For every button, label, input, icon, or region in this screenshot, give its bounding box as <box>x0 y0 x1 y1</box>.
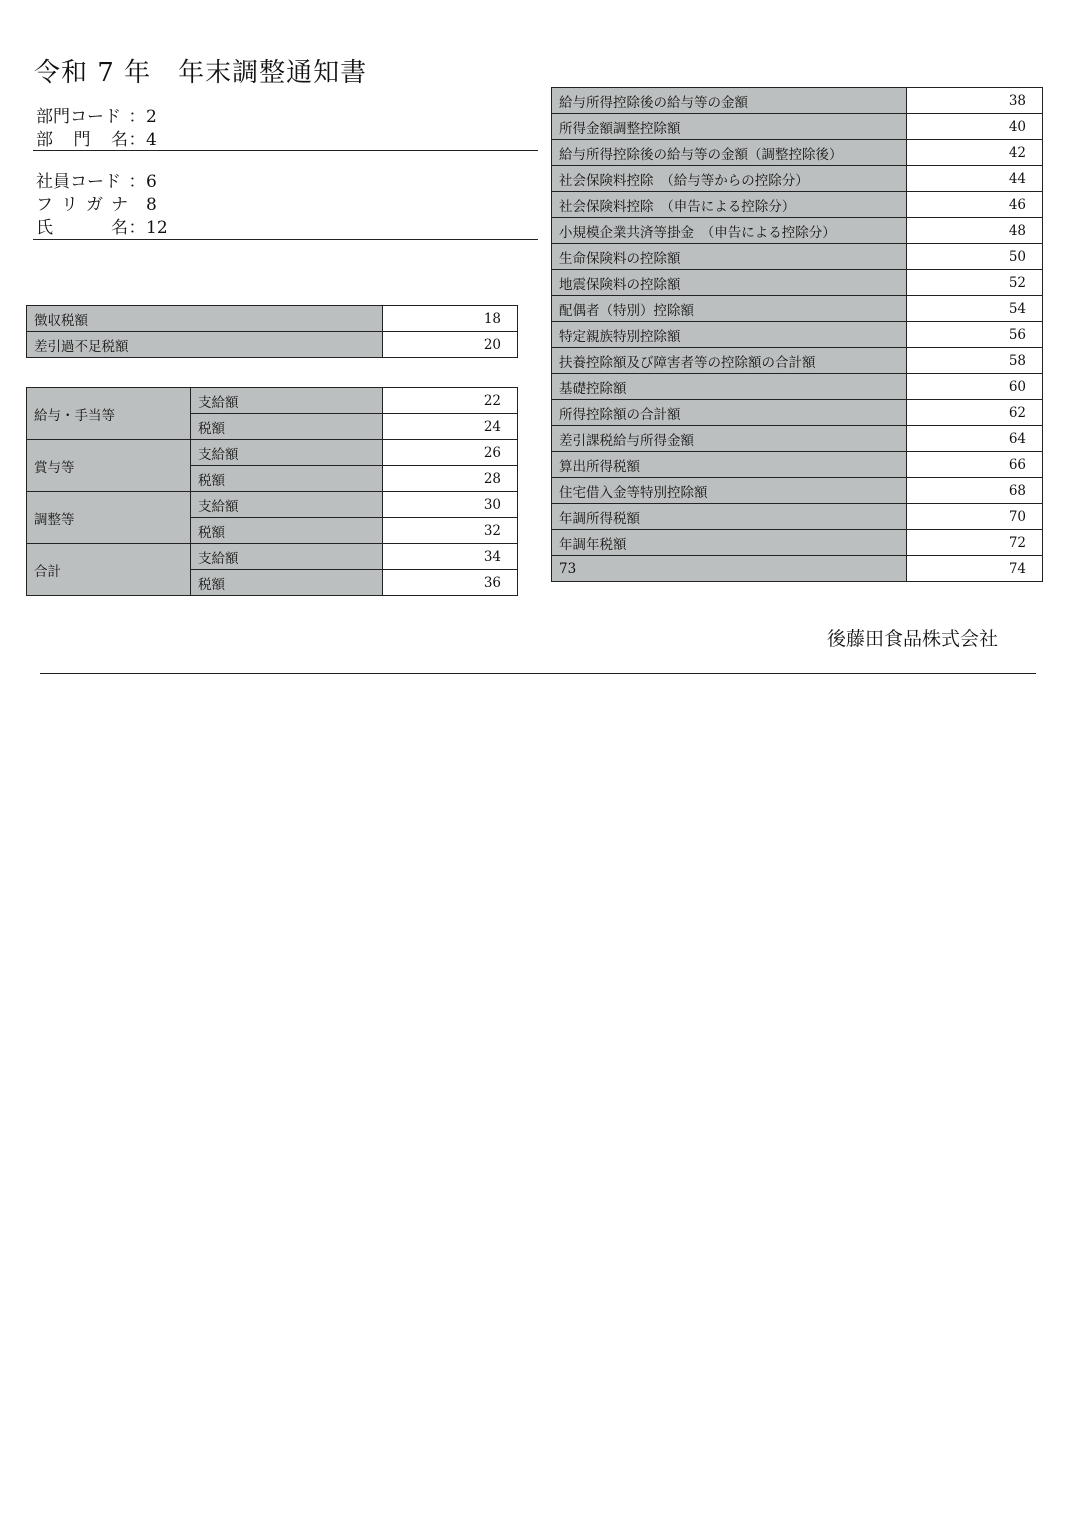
deduction-value: 38 <box>907 88 1043 114</box>
payment-row-label: 税額 <box>191 570 383 596</box>
payment-row-label: 支給額 <box>191 492 383 518</box>
deduction-label: 所得控除額の合計額 <box>552 400 907 426</box>
footer-divider <box>40 673 1036 674</box>
employee-name-value: 12 <box>146 218 168 238</box>
deduction-label: 小規模企業共済等掛金 （申告による控除分） <box>552 218 907 244</box>
payment-category: 合計 <box>27 544 191 596</box>
label-char: ナ <box>111 195 128 215</box>
label-char: フ <box>36 195 53 215</box>
table-row <box>552 400 1043 426</box>
table-row <box>552 166 1043 192</box>
tax-summary-label: 差引過不足税額 <box>27 332 383 358</box>
table-row <box>27 492 518 518</box>
colon: ： <box>128 218 146 238</box>
tax-summary-label: 徴収税額 <box>27 306 383 332</box>
label-char: 名 <box>111 218 128 238</box>
furigana-label <box>36 194 128 217</box>
furigana-row <box>36 194 168 217</box>
payment-category: 調整等 <box>27 492 191 544</box>
label-char: ガ <box>86 195 103 215</box>
deduction-label: 社会保険料控除 （給与等からの控除分） <box>552 166 907 192</box>
deduction-value: 40 <box>907 114 1043 140</box>
payment-row-label: 支給額 <box>191 388 383 414</box>
department-code-label: 部門コード <box>36 107 121 127</box>
payments-table <box>26 387 518 596</box>
department-name-label <box>36 129 128 152</box>
employee-code-label: 社員コード <box>36 172 121 192</box>
furigana-value: 8 <box>146 195 157 215</box>
table-row <box>552 88 1043 114</box>
payment-row-value: 24 <box>383 414 518 440</box>
department-code-value: 2 <box>146 107 157 127</box>
deduction-value: 70 <box>907 504 1043 530</box>
payment-row-label: 税額 <box>191 414 383 440</box>
colon: ： <box>128 172 146 192</box>
label-char: 氏 <box>36 218 53 238</box>
payment-row-value: 32 <box>383 518 518 544</box>
department-info <box>36 106 157 152</box>
employee-underline <box>33 239 538 240</box>
table-row <box>552 504 1043 530</box>
payment-row-label: 税額 <box>191 466 383 492</box>
payment-row-label: 支給額 <box>191 544 383 570</box>
deduction-value: 54 <box>907 296 1043 322</box>
table-row <box>552 114 1043 140</box>
deduction-value: 46 <box>907 192 1043 218</box>
payment-row-value: 30 <box>383 492 518 518</box>
table-row <box>552 140 1043 166</box>
tax-summary-value: 18 <box>383 306 518 332</box>
deduction-value: 74 <box>907 556 1043 582</box>
deduction-value: 64 <box>907 426 1043 452</box>
department-code-row <box>36 106 157 129</box>
deduction-label: 生命保険料の控除額 <box>552 244 907 270</box>
table-row <box>552 426 1043 452</box>
payment-row-value: 28 <box>383 466 518 492</box>
table-row <box>552 296 1043 322</box>
table-row <box>552 322 1043 348</box>
table-row <box>27 544 518 570</box>
deduction-label: 扶養控除額及び障害者等の控除額の合計額 <box>552 348 907 374</box>
deduction-label: 年調年税額 <box>552 530 907 556</box>
deduction-label: 年調所得税額 <box>552 504 907 530</box>
table-row <box>552 478 1043 504</box>
deduction-label: 給与所得控除後の給与等の金額 <box>552 88 907 114</box>
colon: ： <box>128 130 146 150</box>
colon: ： <box>128 107 146 127</box>
deduction-value: 72 <box>907 530 1043 556</box>
deduction-label: 社会保険料控除 （申告による控除分） <box>552 192 907 218</box>
table-row <box>552 556 1043 582</box>
deduction-label: 特定親族特別控除額 <box>552 322 907 348</box>
employee-name-label <box>36 217 128 240</box>
company-name: 後藤田食品株式会社 <box>827 628 999 650</box>
tax-summary-value: 20 <box>383 332 518 358</box>
table-row <box>552 452 1043 478</box>
department-name-value: 4 <box>146 130 157 150</box>
deduction-label: 算出所得税額 <box>552 452 907 478</box>
deduction-value: 50 <box>907 244 1043 270</box>
table-row <box>552 374 1043 400</box>
table-row <box>27 388 518 414</box>
deduction-value: 66 <box>907 452 1043 478</box>
deduction-label: 所得金額調整控除額 <box>552 114 907 140</box>
deduction-value: 44 <box>907 166 1043 192</box>
page-title: 令和 7 年 年末調整通知書 <box>34 58 368 88</box>
employee-name-row <box>36 217 168 240</box>
table-row <box>27 440 518 466</box>
payment-row-value: 34 <box>383 544 518 570</box>
table-row <box>552 244 1043 270</box>
deduction-label: 差引課税給与所得金額 <box>552 426 907 452</box>
tax-summary-table <box>26 305 518 358</box>
table-row <box>27 332 518 358</box>
deduction-label: 73 <box>552 556 907 582</box>
employee-info <box>36 171 168 240</box>
payment-row-label: 支給額 <box>191 440 383 466</box>
payment-category: 賞与等 <box>27 440 191 492</box>
label-char: 門 <box>73 130 91 150</box>
payment-row-label: 税額 <box>191 518 383 544</box>
payment-row-value: 26 <box>383 440 518 466</box>
deduction-value: 56 <box>907 322 1043 348</box>
payment-row-value: 22 <box>383 388 518 414</box>
deduction-value: 68 <box>907 478 1043 504</box>
deductions-table <box>551 87 1043 582</box>
table-row <box>552 218 1043 244</box>
deduction-label: 基礎控除額 <box>552 374 907 400</box>
deduction-label: 給与所得控除後の給与等の金額（調整控除後） <box>552 140 907 166</box>
table-row <box>552 192 1043 218</box>
deduction-value: 62 <box>907 400 1043 426</box>
department-name-row <box>36 129 157 152</box>
table-row <box>552 348 1043 374</box>
department-underline <box>33 150 538 151</box>
payment-category: 給与・手当等 <box>27 388 191 440</box>
deduction-label: 地震保険料の控除額 <box>552 270 907 296</box>
deduction-value: 48 <box>907 218 1043 244</box>
employee-code-row <box>36 171 168 194</box>
employee-code-value: 6 <box>146 172 157 192</box>
label-char: 部 <box>36 130 53 150</box>
table-row <box>27 306 518 332</box>
deduction-value: 60 <box>907 374 1043 400</box>
deduction-label: 配偶者（特別）控除額 <box>552 296 907 322</box>
label-char: 名 <box>111 130 128 150</box>
table-row <box>552 270 1043 296</box>
deduction-value: 52 <box>907 270 1043 296</box>
deduction-value: 58 <box>907 348 1043 374</box>
table-row <box>552 530 1043 556</box>
deduction-label: 住宅借入金等特別控除額 <box>552 478 907 504</box>
deduction-value: 42 <box>907 140 1043 166</box>
payment-row-value: 36 <box>383 570 518 596</box>
label-char: リ <box>61 195 78 215</box>
colon-spacer <box>128 194 146 217</box>
